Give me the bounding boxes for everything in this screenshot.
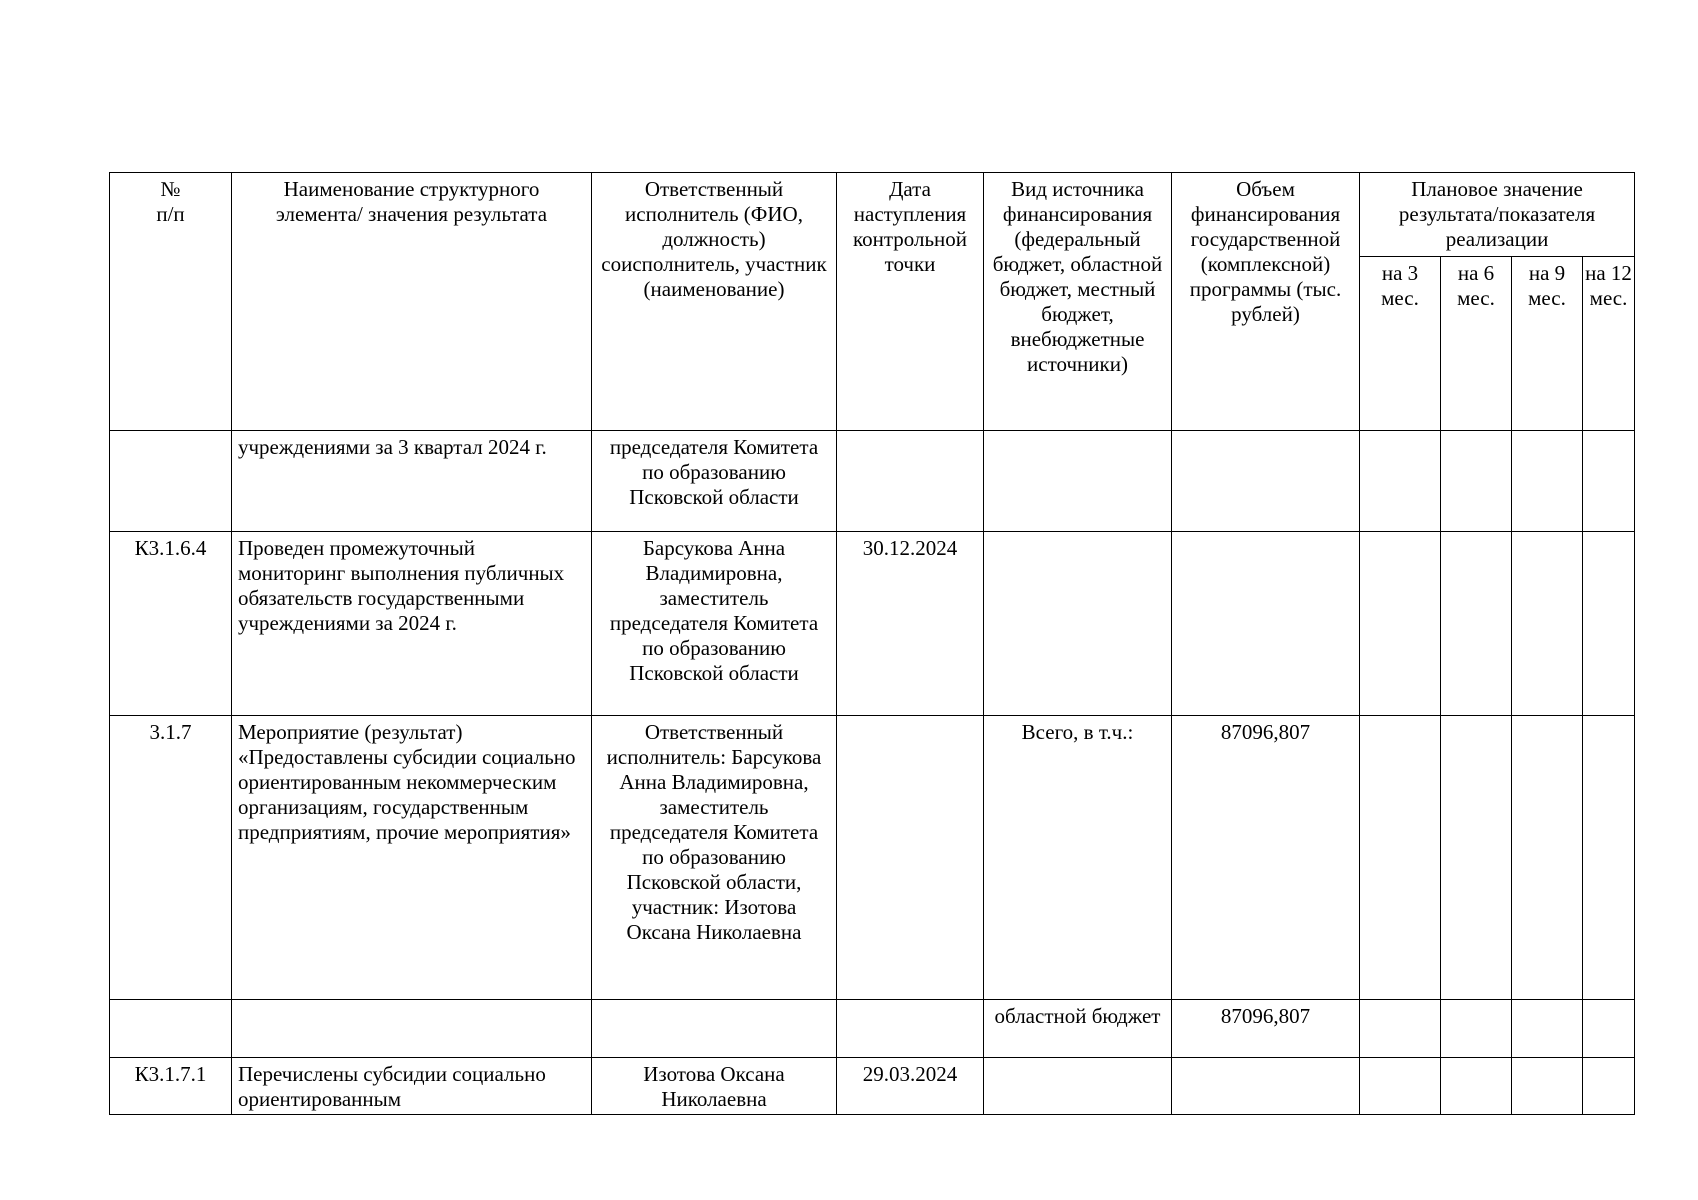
row-m9 bbox=[1512, 1058, 1583, 1115]
row-m12 bbox=[1583, 1058, 1635, 1115]
row-responsible: Барсукова Анна Владимировна, заместитель председателя Комитета по образованию Псковской области bbox=[592, 532, 837, 716]
table-row bbox=[110, 431, 1635, 532]
header-volume: Объем финансирования государственной (комплексной) программы (тыс. рублей) bbox=[1172, 173, 1360, 431]
table-row bbox=[110, 716, 1635, 1000]
header-m6: на 6 мес. bbox=[1441, 257, 1512, 431]
row-m12 bbox=[1583, 1000, 1635, 1058]
row-m6 bbox=[1441, 1058, 1512, 1115]
row-m9 bbox=[1512, 431, 1583, 532]
row-name: Мероприятие (результат) «Предоставлены субсидии социально ориентированным некоммерческим организациям, государственным предприятиям, прочие мероприятия» bbox=[232, 716, 592, 1000]
header-date: Дата наступления контрольной точки bbox=[837, 173, 984, 431]
row-date: 29.03.2024 bbox=[837, 1058, 984, 1115]
row-volume bbox=[1172, 1058, 1360, 1115]
row-date bbox=[837, 1000, 984, 1058]
row-volume: 87096,807 bbox=[1172, 1000, 1360, 1058]
row-num: К3.1.7.1 bbox=[110, 1058, 232, 1115]
row-num: 3.1.7 bbox=[110, 716, 232, 1000]
row-num bbox=[110, 431, 232, 532]
row-m3 bbox=[1360, 431, 1441, 532]
row-responsible: Изотова Оксана Николаевна bbox=[592, 1058, 837, 1115]
row-num bbox=[110, 1000, 232, 1058]
header-m9: на 9 мес. bbox=[1512, 257, 1583, 431]
header-name: Наименование структурного элемента/ значения результата bbox=[232, 173, 592, 431]
row-date: 30.12.2024 bbox=[837, 532, 984, 716]
table-row bbox=[110, 1058, 1635, 1115]
header-source: Вид источника финансирования (федеральный бюджет, областной бюджет, местный бюджет, внебюджетные источники) bbox=[984, 173, 1172, 431]
header-m3: на 3 мес. bbox=[1360, 257, 1441, 431]
row-responsible: Ответственный исполнитель: Барсукова Анна Владимировна, заместитель председателя Комитета по образованию Псковской области, участник: Изотова Оксана Николаевна bbox=[592, 716, 837, 1000]
row-m6 bbox=[1441, 1000, 1512, 1058]
row-name: Перечислены субсидии социально ориентированным bbox=[232, 1058, 592, 1115]
row-source bbox=[984, 532, 1172, 716]
row-m12 bbox=[1583, 532, 1635, 716]
header-responsible: Ответственный исполнитель (ФИО, должность) соисполнитель, участник (наименование) bbox=[592, 173, 837, 431]
row-name: учреждениями за 3 квартал 2024 г. bbox=[232, 431, 592, 532]
row-m6 bbox=[1441, 532, 1512, 716]
row-source bbox=[984, 431, 1172, 532]
row-name: Проведен промежуточный мониторинг выполнения публичных обязательств государственными учреждениями за 2024 г. bbox=[232, 532, 592, 716]
row-m9 bbox=[1512, 716, 1583, 1000]
row-m9 bbox=[1512, 532, 1583, 716]
row-m12 bbox=[1583, 431, 1635, 532]
header-num: № п/п bbox=[110, 173, 232, 431]
row-responsible bbox=[592, 1000, 837, 1058]
row-date bbox=[837, 716, 984, 1000]
header-m12: на 12 мес. bbox=[1583, 257, 1635, 431]
row-source bbox=[984, 1058, 1172, 1115]
row-volume bbox=[1172, 431, 1360, 532]
row-m3 bbox=[1360, 1058, 1441, 1115]
row-m3 bbox=[1360, 1000, 1441, 1058]
row-volume bbox=[1172, 532, 1360, 716]
row-name bbox=[232, 1000, 592, 1058]
program-plan-table bbox=[109, 172, 1635, 1115]
row-m3 bbox=[1360, 532, 1441, 716]
row-date bbox=[837, 431, 984, 532]
row-source: областной бюджет bbox=[984, 1000, 1172, 1058]
table-row bbox=[110, 532, 1635, 716]
row-m6 bbox=[1441, 716, 1512, 1000]
row-responsible: председателя Комитета по образованию Псковской области bbox=[592, 431, 837, 532]
row-m3 bbox=[1360, 716, 1441, 1000]
row-source: Всего, в т.ч.: bbox=[984, 716, 1172, 1000]
row-num: К3.1.6.4 bbox=[110, 532, 232, 716]
row-m6 bbox=[1441, 431, 1512, 532]
row-m12 bbox=[1583, 716, 1635, 1000]
row-volume: 87096,807 bbox=[1172, 716, 1360, 1000]
header-plan: Плановое значение результата/показателя реализации bbox=[1360, 173, 1635, 257]
row-m9 bbox=[1512, 1000, 1583, 1058]
table-header-row bbox=[110, 173, 1635, 257]
table-row bbox=[110, 1000, 1635, 1058]
